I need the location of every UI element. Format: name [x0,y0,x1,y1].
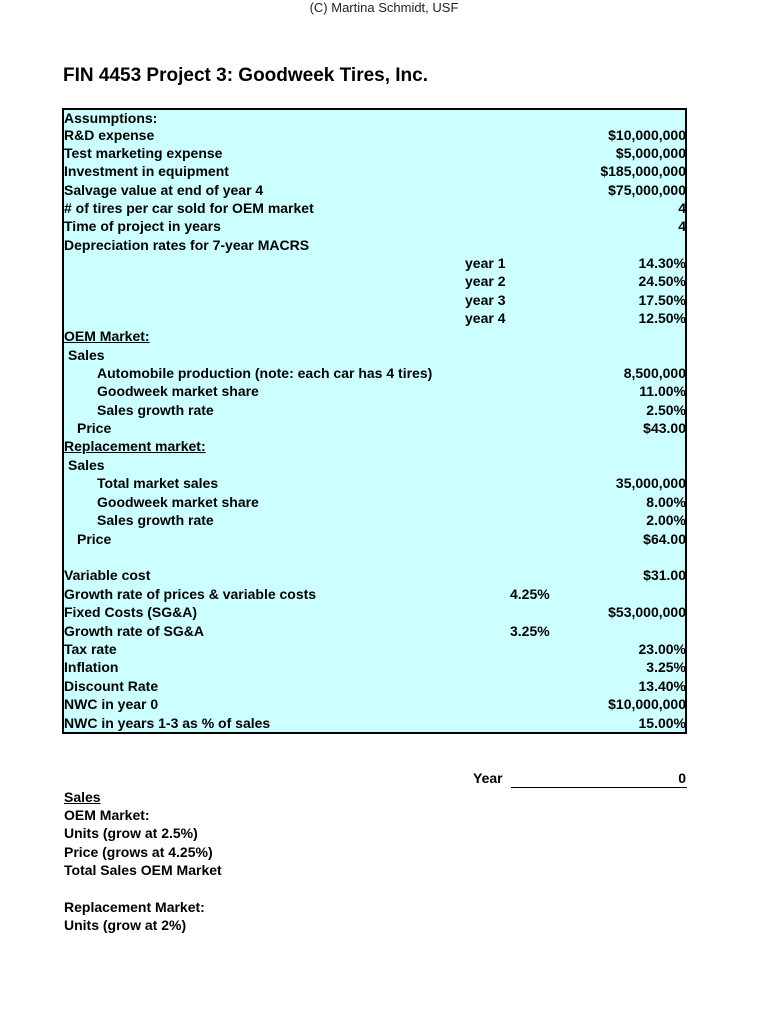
year-underline [511,787,687,788]
rd-expense-row [64,126,686,144]
fixed-costs-row [64,603,686,621]
fixed-costs-value: $53,000,000 [608,604,686,620]
growth-sga-value: 3.25% [510,623,550,639]
discount-rate-label: Discount Rate [64,678,159,694]
test-marketing-row [64,144,686,162]
nwc-years13-label: NWC in years 1-3 as % of sales [64,715,271,731]
oem-heading-row [64,327,686,345]
variable-cost-value: $31.00 [643,567,686,583]
inflation-label: Inflation [64,659,119,675]
tires-per-car-value: 4 [678,200,686,216]
replacement-growth-row [64,511,686,529]
oem-growth-label: Sales growth rate [97,402,214,418]
inflation-value: 3.25% [646,659,686,675]
replacement-sales-row [64,456,686,474]
nwc-years13-row [64,714,686,732]
variable-cost-label: Variable cost [64,567,151,583]
year-header-label: Year [473,770,503,786]
tax-rate-value: 23.00% [638,641,686,657]
project-time-row [64,217,686,235]
sales-heading: Sales [64,789,101,805]
depreciation-year-label: year 2 [465,273,506,289]
replacement-price-label: Price [77,531,112,547]
oem-share-label: Goodweek market share [97,383,259,399]
oem-growth-value: 2.50% [646,402,686,418]
equipment-label: Investment in equipment [64,163,229,179]
replacement-total-value: 35,000,000 [615,475,686,491]
assumptions-heading-row [64,109,686,127]
replacement-growth-value: 2.00% [646,512,686,528]
fixed-costs-label: Fixed Costs (SG&A) [64,604,198,620]
replacement-market-heading: Replacement market: [64,438,206,454]
replacement-units-label: Units (grow at 2%) [64,917,187,933]
replacement-share-label: Goodweek market share [97,494,259,510]
nwc-years13-value: 15.00% [638,715,686,731]
tires-per-car-label: # of tires per car sold for OEM market [64,200,314,216]
test-marketing-label: Test marketing expense [64,145,223,161]
oem-price-row [64,419,686,437]
depreciation-rate: 17.50% [638,292,686,308]
oem-total-sales-label: Total Sales OEM Market [64,862,222,878]
replacement-share-row [64,493,686,511]
page-title: FIN 4453 Project 3: Goodweek Tires, Inc. [63,65,429,86]
replacement-heading-row [64,437,686,455]
depreciation-rate: 14.30% [638,255,686,271]
replacement-sales-label: Sales [68,457,105,473]
depreciation-year-label: year 3 [465,292,506,308]
rd-expense-label: R&D expense [64,127,155,143]
oem-sales-label: Sales [68,347,105,363]
oem-units-label: Units (grow at 2.5%) [64,825,198,841]
depreciation-year-label: year 4 [465,310,506,326]
salvage-label: Salvage value at end of year 4 [64,182,264,198]
depreciation-year-label: year 1 [465,255,506,271]
growth-prices-label: Growth rate of prices & variable costs [64,586,317,602]
replacement-total-label: Total market sales [97,475,219,491]
oem-growth-row [64,401,686,419]
replacement-price-value: $64.00 [643,531,686,547]
oem-sales-row [64,346,686,364]
depreciation-rate: 24.50% [638,273,686,289]
depreciation-rate: 12.50% [638,310,686,326]
tax-rate-row [64,640,686,658]
salvage-value: $75,000,000 [608,182,686,198]
growth-prices-row [64,585,686,603]
nwc-year0-row [64,695,686,713]
depreciation-row [64,236,686,254]
year-header-value: 0 [678,770,686,786]
growth-sga-label: Growth rate of SG&A [64,623,205,639]
oem-price-growth-label: Price (grows at 4.25%) [64,844,213,860]
tax-rate-label: Tax rate [64,641,117,657]
depreciation-label: Depreciation rates for 7-year MACRS [64,237,310,253]
discount-rate-row [64,677,686,695]
depreciation-year-row [64,291,686,309]
oem-auto-label: Automobile production (note: each car has 4 tires) [97,365,433,381]
assumptions-heading: Assumptions: [64,110,158,126]
replacement-total-row [64,474,686,492]
growth-sga-row [64,622,686,640]
oem-auto-value: 8,500,000 [623,365,686,381]
salvage-row [64,181,686,199]
replacement-market-label: Replacement Market: [64,899,205,915]
replacement-growth-label: Sales growth rate [97,512,214,528]
oem-market-label: OEM Market: [64,807,150,823]
replacement-price-row [64,530,686,548]
depreciation-year-row [64,309,686,327]
variable-cost-row [64,566,686,584]
oem-price-value: $43.00 [643,420,686,436]
copyright-notice: (C) Martina Schmidt, USF [309,0,459,15]
oem-price-label: Price [77,420,112,436]
growth-prices-value: 4.25% [510,586,550,602]
rd-expense-value: $10,000,000 [608,127,686,143]
equipment-value: $185,000,000 [600,163,686,179]
oem-auto-row [64,364,686,382]
oem-market-heading: OEM Market: [64,328,150,344]
replacement-share-value: 8.00% [646,494,686,510]
nwc-year0-value: $10,000,000 [608,696,686,712]
tires-per-car-row [64,199,686,217]
discount-rate-value: 13.40% [638,678,686,694]
project-time-label: Time of project in years [64,218,221,234]
inflation-row [64,658,686,676]
depreciation-year-row [64,254,686,272]
oem-share-value: 11.00% [639,383,686,399]
project-time-value: 4 [678,218,686,234]
depreciation-year-row [64,272,686,290]
oem-share-row [64,382,686,400]
nwc-year0-label: NWC in year 0 [64,696,159,712]
equipment-row [64,162,686,180]
test-marketing-value: $5,000,000 [615,145,686,161]
